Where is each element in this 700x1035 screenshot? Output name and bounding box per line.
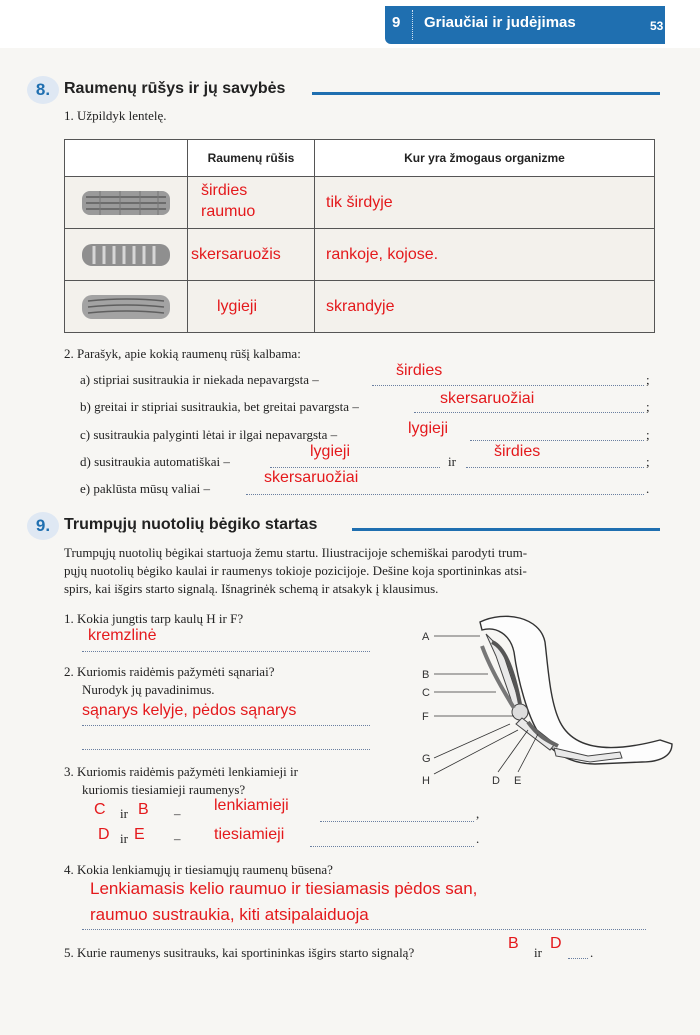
- answer-d1: lygieji: [310, 443, 351, 460]
- muscle-type-cell: [188, 281, 315, 333]
- question-1: 1. Kokia jungtis tarp kaulų H ir F?: [64, 611, 244, 626]
- answer-line: [82, 650, 370, 652]
- answer-q3-word: tiesiamieji: [214, 826, 285, 843]
- item-c-text: c) susitraukia palyginti lėtai ir ilgai nepavargsta –: [80, 427, 338, 442]
- location-cell: [315, 281, 655, 333]
- dash: –: [174, 831, 181, 846]
- item-end: ;: [646, 372, 650, 387]
- answer-q3-letter: C: [94, 801, 106, 818]
- table-row: [65, 177, 655, 229]
- answer-line: [82, 748, 370, 750]
- table-header-cell: Raumenų rūšis: [188, 140, 315, 177]
- answer-location: tik širdyje: [326, 193, 393, 211]
- figure-label: B: [422, 669, 430, 681]
- answer-q5-letter: B: [508, 935, 519, 952]
- answer-line: [82, 724, 370, 726]
- answer-a: širdies: [396, 362, 443, 379]
- answer-d2: širdies: [494, 443, 541, 460]
- item-end: ;: [646, 399, 650, 414]
- answer-q3-word: lenkiamieji: [214, 797, 289, 814]
- answer-line: [82, 928, 646, 930]
- question-2: 2. Kuriomis raidėmis pažymėti sąnariai?: [64, 664, 275, 679]
- item-end: .: [646, 481, 650, 496]
- table-row: [65, 229, 655, 281]
- question-5: 5. Kurie raumenys susitrauks, kai sportininkas išgirs starto signalą?: [64, 945, 415, 960]
- figure-label: H: [422, 775, 430, 787]
- answer-line: [466, 466, 644, 468]
- item-a-text: a) stipriai susitraukia ir niekada nepavargsta –: [80, 372, 319, 387]
- answer-line: [270, 466, 440, 468]
- answer-q2: sąnarys kelyje, pėdos sąnarys: [82, 702, 297, 719]
- leg-skeleton-diagram: [410, 612, 680, 792]
- question-2-sub: Nurodyk jų pavadinimus.: [82, 682, 215, 697]
- conjunction: ir: [120, 831, 128, 846]
- leader-line: [498, 730, 528, 772]
- item-end: .: [590, 945, 594, 960]
- chapter-title: Griaučiai ir judėjimas: [424, 14, 576, 31]
- smooth-muscle-illustration: [65, 281, 188, 333]
- answer-muscle-type: širdies: [201, 181, 248, 199]
- answer-q3-letter: D: [98, 826, 110, 843]
- section-8-rule: [312, 92, 660, 95]
- answer-q4: raumuo sustraukia, kiti atsipalaiduoja: [90, 905, 369, 924]
- location-cell: [315, 229, 655, 281]
- intro-line: pųjų nuotolių bėgiko kaulai ir raumenys tokioje pozicijoje. Dešine koja sportininkas atsi-: [64, 563, 527, 578]
- item-b-text: b) greitai ir stipriai susitraukia, bet greitai pavargsta –: [80, 399, 359, 414]
- answer-line: [414, 411, 644, 413]
- answer-q3-letter: B: [138, 801, 149, 818]
- question-3-sub: kuriomis tiesiamieji raumenys?: [82, 782, 246, 797]
- answer-c: lygieji: [408, 420, 449, 437]
- answer-location: rankoje, kojose.: [326, 245, 439, 263]
- answer-q3-letter: E: [134, 826, 145, 843]
- table-header-row: [65, 140, 655, 177]
- answer-muscle-type: skersaruožis: [191, 245, 281, 263]
- item-e-text: e) paklūsta mūsų valiai –: [80, 481, 210, 496]
- answer-q4: Lenkiamasis kelio raumuo ir tiesiamasis pėdos san,: [90, 879, 478, 898]
- task-2-text: 2. Parašyk, apie kokią raumenų rūšį kalbama:: [64, 346, 301, 361]
- task-1-text: 1. Užpildyk lentelę.: [64, 108, 167, 123]
- location-cell: [315, 177, 655, 229]
- header-divider: [412, 10, 413, 40]
- figure-label: E: [514, 775, 522, 787]
- answer-line: [372, 384, 644, 386]
- section-9-rule: [352, 528, 660, 531]
- chapter-number: 9: [392, 14, 401, 31]
- intro-line: spirs, kai išgirs starto signalą. Išnagrinėk schemą ir atsakyk į klausimus.: [64, 581, 439, 596]
- intro-line: Trumpųjų nuotolių bėgikai startuoja žemu startu. Iliustracijoje schemiškai parodyti trum-: [64, 545, 528, 560]
- answer-line: [310, 845, 474, 847]
- answer-q5-letter: D: [550, 935, 562, 952]
- figure-label: A: [422, 631, 430, 643]
- section-9-title: Trumpųjų nuotolių bėgiko startas: [64, 516, 318, 533]
- answer-location: skrandyje: [326, 297, 395, 315]
- item-d-text: d) susitraukia automatiškai –: [80, 454, 230, 469]
- page-number: 53: [650, 19, 664, 33]
- section-8-badge: 8.: [27, 76, 59, 104]
- section-9-badge: 9.: [27, 512, 59, 540]
- skeletal-muscle-illustration: [65, 229, 188, 281]
- dash: –: [174, 806, 181, 821]
- table-row: [65, 281, 655, 333]
- cardiac-muscle-illustration: [65, 177, 188, 229]
- answer-e: skersaruožiai: [264, 469, 359, 486]
- section-8-title: Raumenų rūšys ir jų savybės: [64, 80, 286, 97]
- answer-line: [568, 957, 588, 959]
- answer-line: [470, 439, 644, 441]
- figure-label: F: [422, 711, 429, 723]
- answer-line: [320, 820, 474, 822]
- item-d-conjunction: ir: [448, 454, 456, 469]
- figure-label: C: [422, 687, 430, 699]
- item-end: .: [476, 831, 480, 846]
- item-end: ,: [476, 806, 480, 821]
- conjunction: ir: [534, 945, 542, 960]
- answer-muscle-type: raumuo: [201, 202, 256, 220]
- question-4: 4. Kokia lenkiamųjų ir tiesiamųjų raumenų būsena?: [64, 862, 333, 877]
- item-end: ;: [646, 454, 650, 469]
- answer-b: skersaruožiai: [440, 390, 535, 407]
- muscle-table: [64, 139, 655, 333]
- muscle-type-cell: [188, 177, 315, 229]
- table-header-cell: Kur yra žmogaus organizme: [315, 140, 655, 177]
- muscle-type-cell: [188, 229, 315, 281]
- answer-q1: kremzlinė: [88, 627, 157, 644]
- table-header-cell: [65, 140, 188, 177]
- figure-label: D: [492, 775, 500, 787]
- question-3: 3. Kuriomis raidėmis pažymėti lenkiamieji ir: [64, 764, 298, 779]
- answer-muscle-type: lygieji: [217, 297, 258, 315]
- answer-line: [246, 493, 644, 495]
- item-end: ;: [646, 427, 650, 442]
- leader-line: [434, 724, 510, 758]
- conjunction: ir: [120, 806, 128, 821]
- figure-label: G: [422, 753, 431, 765]
